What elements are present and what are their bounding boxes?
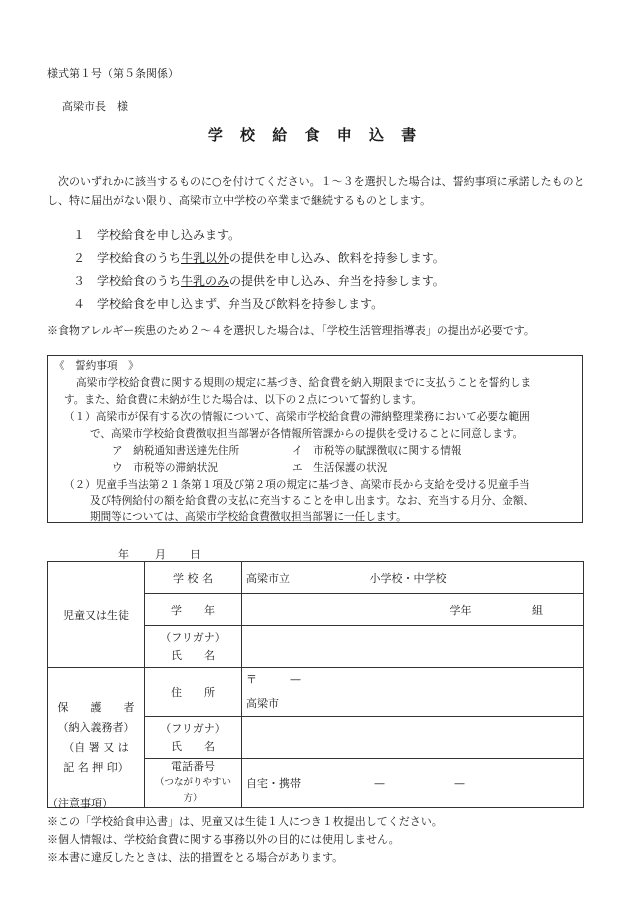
oath-heading: 《 誓約事項 》 (54, 360, 139, 372)
oath-item-2: （２）児童手当法第２１条第１項及び第２項の規定に基づき、高梁市長から支給を受ける児童手当 (64, 479, 530, 491)
guardian-name-field[interactable] (242, 717, 584, 759)
phone-label: 電話番号 （つながりやすい方） (145, 759, 242, 808)
oath-box (47, 355, 583, 523)
school-type: 小学校・中学校 (342, 562, 584, 594)
school-name-label: 学 校 名 (145, 562, 242, 594)
guardian-label: 保 護 者 （納入義務者） （自 署 又 は 記 名 押 印） (48, 668, 145, 808)
application-form-table (47, 561, 584, 808)
info-e: エ 生活保護の状況 (292, 462, 388, 474)
oath-text: す。また、給食費に未納が生じた場合は、以下の２点について誓約します。 (64, 394, 423, 406)
grade-field[interactable]: 学年 (242, 594, 502, 626)
addressee: 高梁市長 様 (62, 100, 128, 113)
student-label: 児童又は生徒 (48, 562, 145, 668)
footnote-heading: （注意事項） (47, 797, 113, 810)
phone-dash: — (454, 777, 465, 790)
guardian-name-label: （フリガナ） 氏 名 (145, 717, 242, 759)
form-number: 様式第１号（第５条関係） (47, 67, 179, 80)
oath-item-1: で、高梁市学校給食費徴収担当部署が各情報所管課からの提供を受けることに同意します。 (90, 428, 524, 440)
footnote-2: ※個人情報は、学校給食費に関する事務以外の目的には使用しません。 (47, 833, 400, 846)
phone-type: 自宅・携帯 (246, 777, 301, 790)
date-year: 年 (118, 548, 129, 561)
info-i: イ 市税等の賦課徴収に関する情報 (292, 445, 462, 457)
option-4: ４ 学校給食を申し込まず、弁当及び飲料を持参します。 (73, 297, 384, 311)
school-city: 高梁市立 (242, 562, 342, 594)
grade-label: 学 年 (145, 594, 242, 626)
phone-dash: — (374, 777, 385, 790)
footnote-3: ※本書に違反したときは、法的措置をとる場合があります。 (47, 851, 344, 864)
oath-text: 高梁市学校給食費に関する規則の規定に基づき、給食費を納入期限までに支払うことを誓約しま (76, 377, 532, 389)
info-u: ウ 市税等の滞納状況 (112, 462, 218, 474)
intro-paragraph: 次のいずれかに該当するものに○を付けてください。１〜３を選択した場合は、誓約事項に承諾したものとし、特に届出がない限り、高梁市立中学校の卒業まで継続するものとします。 (47, 175, 585, 207)
oath-item-1: （１）高梁市が保有する次の情報について、高梁市学校給食費の滞納整理業務において必要な範囲 (64, 411, 530, 423)
info-a: ア 納税通知書送達先住所 (112, 445, 240, 457)
address-field[interactable] (242, 668, 584, 717)
footnote-1: ※この「学校給食申込書」は、児童又は生徒１人につき１枚提出してください。 (47, 815, 443, 828)
phone-field[interactable] (242, 759, 584, 808)
oath-item-2: 期間等については、高梁市学校給食費徴収担当部署に一任します。 (90, 511, 407, 523)
address-city: 高梁市 (246, 697, 279, 710)
class-field[interactable]: 組 (502, 594, 584, 626)
allergy-note: ※食物アレルギー疾患のため２〜４を選択した場合は、「学校生活管理指導表」の提出が必要です。 (47, 324, 535, 337)
option-2: ２ 学校給食のうち牛乳以外の提供を申し込み、飲料を持参します。 (73, 251, 445, 265)
student-name-label: （フリガナ） 氏 名 (145, 626, 242, 668)
address-label: 住 所 (145, 668, 242, 717)
student-name-field[interactable] (242, 626, 584, 668)
oath-item-2: 及び特例給付の額を給食費の支払に充当することを申し出ます。なお、充当する月分、金額、 (90, 495, 535, 507)
date-day: 日 (190, 548, 201, 561)
page-title: 学 校 給 食 申 込 書 (207, 126, 423, 144)
postal-code: 〒 — (246, 673, 301, 686)
option-1: １ 学校給食を申し込みます。 (73, 228, 241, 242)
date-month: 月 (155, 548, 166, 561)
option-3: ３ 学校給食のうち牛乳のみの提供を申し込み、弁当を持参します。 (73, 274, 445, 288)
